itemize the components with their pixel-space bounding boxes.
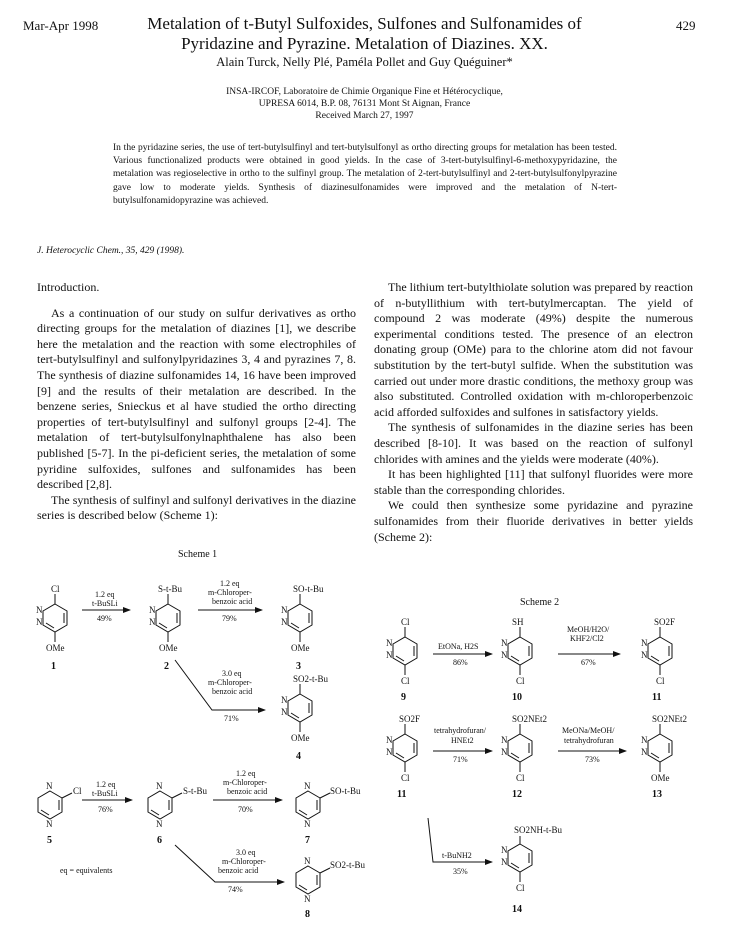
compound-number: 14 bbox=[512, 904, 522, 915]
scheme-footnote: eq = equivalents bbox=[60, 866, 113, 875]
title-line-1: Metalation of t-Butyl Sulfoxides, Sulfones and Sulfonamides of bbox=[147, 14, 582, 33]
compound-number: 10 bbox=[512, 692, 522, 703]
compound-number: 5 bbox=[47, 835, 52, 846]
n-label: N bbox=[641, 735, 648, 745]
arrow-label: EtONa, H2S bbox=[438, 642, 479, 651]
reaction-arrow bbox=[428, 818, 492, 862]
n-label: N bbox=[501, 747, 508, 757]
yield-label: 76% bbox=[98, 805, 113, 814]
cl-label: Cl bbox=[401, 617, 410, 627]
compound-2 bbox=[149, 584, 183, 672]
compound-number: 1 bbox=[51, 661, 56, 672]
citation: J. Heterocyclic Chem., 35, 429 (1998). bbox=[37, 246, 185, 256]
yield-label: 79% bbox=[222, 614, 237, 623]
compound-3 bbox=[281, 584, 324, 672]
yield-label: 67% bbox=[581, 658, 596, 667]
compound-number: 7 bbox=[305, 835, 310, 846]
arrow-label: KHF2/Cl2 bbox=[570, 634, 604, 643]
cl-label: Cl bbox=[51, 584, 60, 594]
so2net2-label: SO2NEt2 bbox=[512, 714, 548, 724]
n-label: N bbox=[36, 617, 43, 627]
cl-label: Cl bbox=[401, 676, 410, 686]
n-label: N bbox=[281, 695, 288, 705]
n-label: N bbox=[501, 650, 508, 660]
n-label: N bbox=[501, 845, 508, 855]
n-label: N bbox=[149, 605, 156, 615]
n-label: N bbox=[46, 781, 53, 791]
authors: Alain Turck, Nelly Plé, Paméla Pollet and Guy Quéguiner* bbox=[216, 55, 513, 69]
arrow-label: 3.0 eq bbox=[222, 669, 242, 678]
paragraph: The synthesis of sulfonamides in the diazine series has been described [8-10]. It was based on the reaction of sulfonyl chlorides with amines and the yields were moderate (40%). bbox=[374, 420, 693, 466]
arrow-label: 1.2 eq bbox=[236, 769, 256, 778]
arrow-label: tetrahydrofuran/ bbox=[434, 726, 486, 735]
compound-number: 9 bbox=[401, 692, 406, 703]
ome-label: OMe bbox=[46, 643, 65, 653]
paragraph: The lithium tert-butylthiolate solution was prepared by reaction of n-butyllithium with tert-butylmercaptan. The yield of compound 2 was moderate (49%) despite the numerous experimental conditions tested. The presence of an electron donating group (OMe) para to the chlorine atom did not favour substitution by the tert-butyl sulfide. When the substitution was carried out under more drastic conditions, the methoxy group was also substituted. Controlled oxidation with m-chloroperbenzoic acid afforded sulfoxides and sulfones in satisfactory yields. bbox=[374, 280, 693, 419]
n-label: N bbox=[304, 894, 311, 904]
arrow-label: benzoic acid bbox=[218, 866, 259, 875]
n-label: N bbox=[281, 707, 288, 717]
arrow-label: 3.0 eq bbox=[236, 848, 256, 857]
arrow-label: t-BuSLi bbox=[92, 599, 118, 608]
reaction-arrow bbox=[175, 845, 284, 882]
n-label: N bbox=[156, 781, 163, 791]
so2nh-tbu-label: SO2NH-t-Bu bbox=[514, 825, 563, 835]
cl-label: Cl bbox=[516, 773, 525, 783]
cl-label: Cl bbox=[516, 676, 525, 686]
so2-tbu-label: SO2-t-Bu bbox=[293, 674, 329, 684]
compound-4 bbox=[281, 674, 329, 762]
sh-label: SH bbox=[512, 617, 524, 627]
cl-label: Cl bbox=[516, 883, 525, 893]
compound-number: 11 bbox=[397, 789, 407, 800]
arrow-label: 1.2 eq bbox=[95, 590, 115, 599]
s-tbu-label: S-t-Bu bbox=[158, 584, 183, 594]
n-label: N bbox=[501, 857, 508, 867]
compound-number: 11 bbox=[652, 692, 662, 703]
compound-10 bbox=[501, 617, 532, 703]
n-label: N bbox=[641, 638, 648, 648]
compound-number: 4 bbox=[296, 751, 301, 762]
arrow-label: benzoic acid bbox=[227, 787, 268, 796]
compound-9 bbox=[386, 617, 417, 703]
reaction-arrow bbox=[175, 660, 265, 710]
compound-11 bbox=[641, 617, 675, 703]
arrow-label: 1.2 eq bbox=[220, 579, 240, 588]
yield-label: 86% bbox=[453, 658, 468, 667]
n-label: N bbox=[501, 638, 508, 648]
compound-number: 6 bbox=[157, 835, 162, 846]
n-label: N bbox=[281, 617, 288, 627]
n-label: N bbox=[386, 638, 393, 648]
left-column bbox=[37, 280, 356, 524]
yield-label: 35% bbox=[453, 867, 468, 876]
title-line-2: Pyridazine and Pyrazine. Metalation of Diazines. XX. bbox=[181, 34, 548, 53]
n-label: N bbox=[156, 819, 163, 829]
arrow-label: m-Chloroper- bbox=[222, 857, 266, 866]
arrow-label: 1.2 eq bbox=[96, 780, 116, 789]
scheme1-title: Scheme 1 bbox=[178, 549, 218, 560]
arrow-label: t-BuSLi bbox=[92, 789, 118, 798]
arrow-label: MeOH/H2O/ bbox=[567, 625, 610, 634]
ome-label: OMe bbox=[291, 643, 310, 653]
section-heading: Introduction. bbox=[37, 280, 100, 294]
so-tbu-label: SO-t-Bu bbox=[330, 786, 361, 796]
compound-12 bbox=[501, 714, 547, 800]
compound-13 bbox=[641, 714, 687, 800]
yield-label: 49% bbox=[97, 614, 112, 623]
compound-5 bbox=[38, 781, 82, 846]
ome-label: OMe bbox=[159, 643, 178, 653]
yield-label: 74% bbox=[228, 885, 243, 894]
so2-tbu-label: SO2-t-Bu bbox=[330, 860, 366, 870]
compound-number: 12 bbox=[512, 789, 522, 800]
arrow-label: m-Chloroper- bbox=[208, 588, 252, 597]
so2f-label: SO2F bbox=[399, 714, 421, 724]
cl-label: Cl bbox=[73, 786, 82, 796]
yield-label: 71% bbox=[224, 714, 239, 723]
arrow-label: m-Chloroper- bbox=[208, 678, 252, 687]
s-tbu-label: S-t-Bu bbox=[183, 786, 208, 796]
yield-label: 70% bbox=[238, 805, 253, 814]
n-label: N bbox=[149, 617, 156, 627]
arrow-label: benzoic acid bbox=[212, 597, 253, 606]
cl-label: Cl bbox=[656, 676, 665, 686]
cl-label: Cl bbox=[401, 773, 410, 783]
compound-number: 3 bbox=[296, 661, 301, 672]
compound-8 bbox=[296, 856, 366, 920]
n-label: N bbox=[641, 650, 648, 660]
arrow-label: MeONa/MeOH/ bbox=[562, 726, 615, 735]
compound-7 bbox=[296, 781, 361, 846]
yield-label: 73% bbox=[585, 755, 600, 764]
arrow-label: HNEt2 bbox=[451, 736, 474, 745]
arrow-label: tetrahydrofuran bbox=[564, 736, 614, 745]
affiliation-line-1: INSA-IRCOF, Laboratoire de Chimie Organique Fine et Hétérocyclique, bbox=[226, 87, 503, 97]
n-label: N bbox=[46, 819, 53, 829]
arrow-label: benzoic acid bbox=[212, 687, 253, 696]
n-label: N bbox=[641, 747, 648, 757]
n-label: N bbox=[386, 747, 393, 757]
right-column bbox=[374, 280, 693, 545]
n-label: N bbox=[304, 819, 311, 829]
compound-6 bbox=[148, 781, 208, 846]
n-label: N bbox=[36, 605, 43, 615]
yield-label: 71% bbox=[453, 755, 468, 764]
affiliation-line-2: UPRESA 6014, B.P. 08, 76131 Mont St Aignan, France bbox=[258, 99, 471, 109]
compound-number: 8 bbox=[305, 909, 310, 920]
compound-number: 2 bbox=[164, 661, 169, 672]
n-label: N bbox=[501, 735, 508, 745]
compound-number: 13 bbox=[652, 789, 662, 800]
so-tbu-label: SO-t-Bu bbox=[293, 584, 324, 594]
arrow-label: m-Chloroper- bbox=[223, 778, 267, 787]
paragraph: We could then synthesize some pyridazine and pyrazine sulfonamides from their fluoride derivatives in better yields (Scheme 2): bbox=[374, 498, 693, 544]
compound-11-row2 bbox=[386, 714, 420, 800]
journal-date: Mar-Apr 1998 bbox=[23, 18, 99, 33]
compound-14 bbox=[501, 825, 563, 915]
scheme2-title: Scheme 2 bbox=[520, 597, 560, 608]
compound-1 bbox=[36, 584, 67, 672]
so2net2-label: SO2NEt2 bbox=[652, 714, 688, 724]
received-date: Received March 27, 1997 bbox=[315, 111, 414, 121]
abstract: In the pyridazine series, the use of tert-butylsulfinyl and tert-butylsulfonyl as ortho directing groups for metalation has been tested. Various functionalized products were obtained in good yields. In the case of 3-tert-butylsulfinyl-6-methoxypyridazine, the metalation was regioselective in ortho to the sulfinyl group. The metalation of 2-tert-butylsulfinyl and 2-tert-butylsulfonylpyrazine gave low to moderate yields. Synthesis of diazinesulfonamides were improved and the metalation of N-tert-butylsulfonamidopyrazine was achieved. bbox=[113, 143, 617, 206]
paragraph: The synthesis of sulfinyl and sulfonyl derivatives in the diazine series is described below (Scheme 1): bbox=[37, 492, 356, 523]
n-label: N bbox=[304, 781, 311, 791]
affiliation bbox=[140, 86, 589, 122]
n-label: N bbox=[281, 605, 288, 615]
arrow-label: t-BuNH2 bbox=[442, 851, 472, 860]
n-label: N bbox=[386, 735, 393, 745]
n-label: N bbox=[304, 856, 311, 866]
so2f-label: SO2F bbox=[654, 617, 676, 627]
n-label: N bbox=[386, 650, 393, 660]
paragraph: As a continuation of our study on sulfur derivatives as ortho directing groups for the metalation of diazines [1], we describe here the metalation and the reaction with some electrophiles of tert-butylsulfinyl and sulfonylpyridazines 3, 4 and pyrazines 7, 8. The synthesis of diazine sulfonamides 14, 16 have been improved [9] and the results of their metalation are described. In the benzene series, Snieckus et al have studied the ortho directing properties of tert-butylsulfinyl and sulfonyl groups [2-4]. The metalation of tert-butylsulfonylnaphthalene has also been published [5-7]. In the pi-deficient series, the metalation of some pyridine sulfoxides, sulfones and sulfonamides has been described [2,8]. bbox=[37, 305, 356, 492]
article-title bbox=[120, 14, 609, 54]
ome-label: OMe bbox=[291, 733, 310, 743]
ome-label: OMe bbox=[651, 773, 670, 783]
page-number: 429 bbox=[676, 18, 696, 33]
paragraph: It has been highlighted [11] that sulfonyl fluorides were more stable than the corresponding chlorides. bbox=[374, 467, 693, 497]
